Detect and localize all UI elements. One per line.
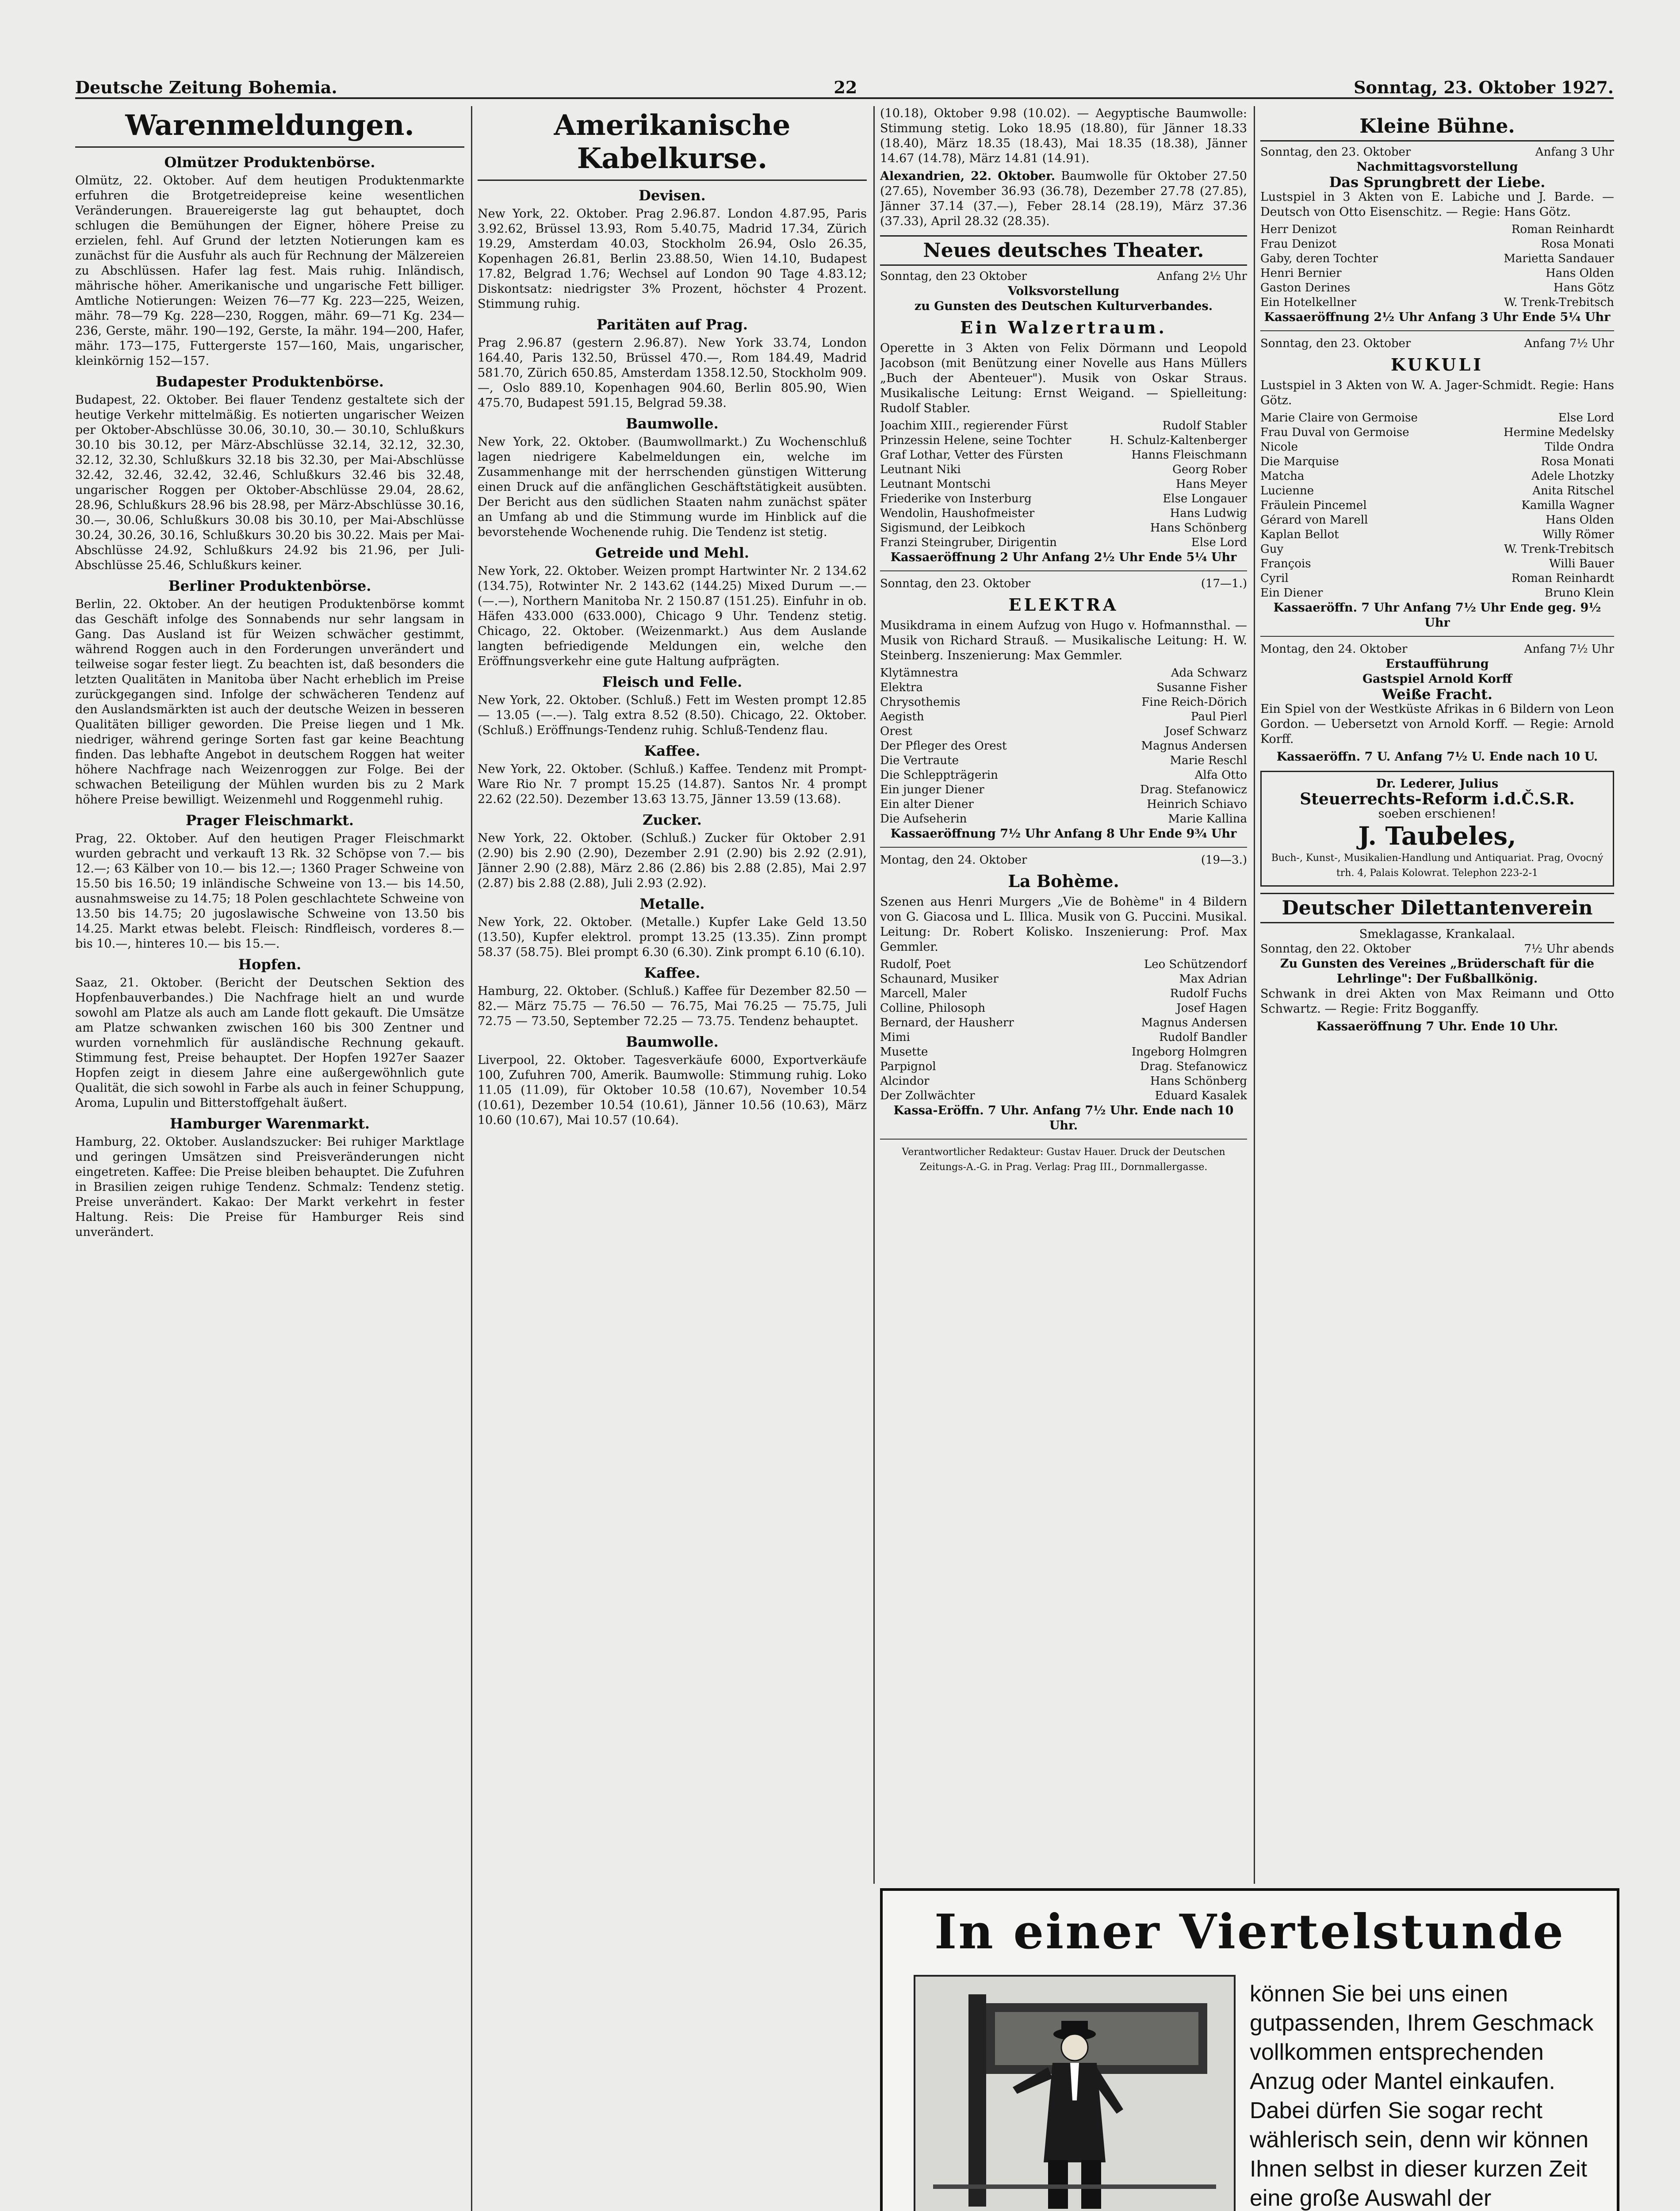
cast-list	[1260, 222, 1614, 310]
cast-row	[880, 739, 1247, 754]
role: Marcell, Maler	[880, 987, 967, 1000]
show-date: Sonntag, den 23 Oktober	[880, 270, 1027, 283]
actor: Hans Meyer	[1175, 478, 1247, 491]
actor: Eduard Kasalek	[1155, 1089, 1247, 1102]
article-text: New York, 22. Oktober. Weizen prompt Hartwinter Nr. 2 134.62 (134.75), Rotwinter Nr. 2 143.62 (144.25) Mixed Durum —.— (—.—), Northern Manitoba Nr. 2 150.87 (151.25). Einfuhr in ob. Häfen 433.000 (633.000), Chicago 9 Uhr. Tendenz stetig. Chicago, 22. Oktober. (Weizenmarkt.) Aus dem Auslande langten befriedigende Meldungen ein, welche den Eröffnungsverkehr eine gute Haltung aufprägten.	[478, 564, 867, 668]
actor: Rudolf Bandler	[1159, 1031, 1247, 1044]
actor: Heinrich Schiavo	[1147, 798, 1247, 811]
ad-note: soeben erschienen!	[1378, 807, 1496, 821]
article-text: New York, 22. Oktober. (Schluß.) Zucker für Oktober 2.91 (2.90) bis 2.90 (2.90), Dezember 2.91 (2.90) bis 2.92 (2.91), Jänner 2.90 (2.88), März 2.86 (2.86) bis 2.88 (2.85), Mai 2.97 (2.87) bis 2.88 (2.88), Juli 2.93 (2.92).	[478, 831, 867, 890]
cast-row	[880, 768, 1247, 783]
actor: Marie Kallina	[1168, 812, 1247, 826]
cast-row	[1260, 252, 1614, 266]
article-text: New York, 22. Oktober. (Schluß.) Fett im Westen prompt 12.85 — 13.05 (—.—). Talg extra 8.52 (8.50). Chicago, 22. Oktober. (Schluß.) Eröffnungs-Tendenz ruhig. Schluß-Tendenz flau.	[478, 693, 867, 737]
cast-row	[880, 812, 1247, 826]
subsection-heading: Metalle.	[639, 895, 705, 912]
cast-row	[1260, 237, 1614, 252]
subsection-heading: Kaffee.	[644, 964, 700, 981]
cast-row	[1260, 498, 1614, 513]
actor: Hans Schönberg	[1150, 1075, 1247, 1088]
role: Musette	[880, 1045, 928, 1059]
role: Chrysothemis	[880, 696, 961, 709]
cast-row	[880, 1016, 1247, 1030]
cast-row	[1260, 455, 1614, 469]
play-description: Szenen aus Henri Murgers „Vie de Bohème" in 4 Bildern von G. Giacosa und L. Illica. Musik von G. Puccini. Musikal. Leitung: Dr. Robert Kolisko. Inszenierung: Prof. Max Gemmler.	[880, 895, 1247, 954]
cast-row	[880, 419, 1247, 433]
actor: W. Trenk-Trebitsch	[1504, 296, 1614, 309]
cast-row	[880, 463, 1247, 477]
play-description: Musikdrama in einem Aufzug von Hugo v. Hofmannsthal. — Musik von Richard Strauß. — Musikalische Leitung: H. W. Steinberg. Inszenierung: Max Gemmler.	[880, 619, 1247, 662]
cast-row	[880, 710, 1247, 724]
role: Fräulein Pincemel	[1260, 499, 1367, 512]
role: Alcindor	[880, 1075, 930, 1088]
role: Mimi	[880, 1031, 910, 1044]
running-header	[75, 66, 1614, 99]
subsection-heading: Fleisch und Felle.	[602, 673, 742, 690]
actor: Josef Schwarz	[1165, 725, 1247, 738]
article-text: Berlin, 22. Oktober. An der heutigen Produktenbörse kommt das Geschäft infolge des Sonnabends nur sehr langsam in Gang. Das Ausland ist für Weizen schwächer gestimmt, während Roggen auch in den Forderungen unverändert und teilweise sogar fester liegt. Zu beachten ist, daß besonders die letzten Qualitäten in Manitoba über Nacht erheblich im Preise zurückgegangen sind. Infolge der schwächeren Tendenz auf den Auslandsmärkten ist auch der deutsche Weizen in besseren Qualitäten billiger geworden. Die Preise liegen und 1 Mk. niedriger, während geringe Sorten fast gar keine Beachtung finden. Das lebhafte Angebot in deutschem Roggen hat weiter höhere Nachfrage nach Weizenroggen zur Folge. Bei der schwachen Beteiligung der Mühlen wurden bis zu 2 Mark höhere Preise bewilligt. Weizenmehl und Roggenmehl ruhig.	[75, 597, 464, 807]
actor: Kamilla Wagner	[1521, 499, 1614, 512]
role: Bernard, der Hausherr	[880, 1016, 1014, 1029]
theater-heading: Neues deutsches Theater.	[880, 235, 1247, 266]
actor: Magnus Andersen	[1141, 1016, 1247, 1029]
cast-row	[1260, 425, 1614, 440]
actor: Roman Reinhardt	[1511, 572, 1614, 585]
role: Der Pfleger des Orest	[880, 739, 1007, 753]
actor: Hans Olden	[1546, 513, 1614, 527]
subsection-heading: Prager Fleischmarkt.	[185, 812, 354, 829]
moravia-advertisement	[880, 1888, 1619, 2211]
column-warenmeldungen	[75, 106, 464, 2211]
cast-list	[880, 666, 1247, 826]
cast-row	[1260, 586, 1614, 601]
role: Cyril	[1260, 572, 1289, 585]
cast-row	[880, 1030, 1247, 1045]
cast-row	[880, 987, 1247, 1001]
cast-row	[1260, 571, 1614, 586]
article-text: New York, 22. Oktober. (Schluß.) Kaffee. Tendenz mit Prompt-Ware Rio Nr. 7 prompt 15.25 (14.87). Santos Nr. 4 prompt 22.62 (22.50). Dezember 13.63 13.75, Jänner 13.59 (13.68).	[478, 762, 867, 806]
actor: Rosa Monati	[1541, 237, 1614, 251]
role: Gérard von Marell	[1260, 513, 1368, 527]
cast-row	[880, 536, 1247, 550]
actor: Tilde Ondra	[1545, 440, 1614, 454]
subsection-heading: Berliner Produktenbörse.	[168, 578, 371, 594]
show-start: Anfang 3 Uhr	[1535, 145, 1614, 159]
role: Klytämnestra	[880, 666, 958, 680]
cast-row	[1260, 295, 1614, 310]
actor: Susanne Fisher	[1156, 681, 1247, 694]
role: Leutnant Montschi	[880, 478, 991, 491]
actor: Willy Römer	[1542, 528, 1614, 541]
ad-headline: In einer Viertelstunde	[934, 1904, 1565, 1960]
role: Leutnant Niki	[880, 463, 961, 476]
play-description: Operette in 3 Akten von Felix Dörmann und Leopold Jacobson (mit Benützung einer Novelle aus Hans Müllers „Buch der Abenteuer"). Musik von Oskar Straus. Musikalische Leitung: Ernst Weigand. — Spielleitung: Rudolf Stabler.	[880, 341, 1247, 415]
actor: Adele Lhotzky	[1531, 470, 1614, 483]
role: Henri Bernier	[1260, 267, 1342, 280]
cast-list	[880, 419, 1247, 550]
imprint: Verantwortlicher Redakteur: Gustav Hauer. Druck der Deutschen Zeitungs-A.-G. in Prag. Verlag: Prag III., Dornmallergasse.	[902, 1147, 1225, 1173]
show-date: Sonntag, den 23. Oktober	[1260, 145, 1411, 159]
show-date: Sonntag, den 22. Oktober	[1260, 942, 1411, 956]
cast-row	[880, 972, 1247, 987]
actor: Else Lord	[1558, 411, 1614, 425]
cast-list	[880, 957, 1247, 1103]
play-title: Das Sprungbrett der Liebe.	[1329, 174, 1546, 191]
actor: Roman Reinhardt	[1511, 223, 1614, 236]
actor: Willi Bauer	[1549, 557, 1614, 570]
show-times: Kassaeröffnung 2 Uhr Anfang 2½ Uhr Ende 5¼ Uhr	[890, 551, 1237, 564]
subsection-heading: Paritäten auf Prag.	[596, 316, 748, 333]
section-title: Amerikanische Kabelkurse.	[478, 106, 867, 181]
subsection-heading: Kaffee.	[644, 742, 700, 759]
role: Prinzessin Helene, seine Tochter	[880, 434, 1072, 447]
role: Joachim XIII., regierender Fürst	[880, 419, 1068, 432]
role: Gaston Derines	[1260, 281, 1351, 295]
play-title: La Bohème.	[1008, 871, 1119, 891]
show-times: Kassaeröffnung 7 Uhr. Ende 10 Uhr.	[1316, 1020, 1558, 1033]
actor: Ada Schwarz	[1171, 666, 1247, 680]
role: Die Schleppträgerin	[880, 769, 998, 782]
actor: Marietta Sandauer	[1504, 252, 1614, 265]
cast-row	[1260, 469, 1614, 484]
role: Matcha	[1260, 470, 1305, 483]
article-text: Budapest, 22. Oktober. Bei flauer Tendenz gestaltete sich der heutige Verkehr mittelmäßig. Es notierten ungarischer Weizen per Oktober-Abschlüsse 30.06, 30.10, 30.— 30.10, Schlußkurs 30.10 bis 30.12, per März-Abschlüsse 32.14, 32.12, 32.30, 32.12, 32.30, Schlußkurs 32.18 bis 32.30, per Mai-Abschlüsse 32.42, 32.46, 32.42, 32.46, Schlußkurs 32.46 bis 32.48, ungarischer Roggen per Oktober-Abschlüsse 29.04, 28.62, 28.96, Schlußkurs 28.96 bis 28.98, per März-Abschlüsse 30.16, 30.—, 30.06, Schlußkurs 30.08 bis 30.10, per Mai-Abschlüsse 30.24, 30.26, 30.16, Schlußkurs 30.20 bis 30.22. Mais per Mai-Abschlüsse 24.92, Schlußkurs 24.92 bis 21.96, per Juli-Abschlüsse 25.46, Schlußkurs keiner.	[75, 393, 464, 572]
show-times: Kassa-Eröffn. 7 Uhr. Anfang 7½ Uhr. Ende nach 10 Uhr.	[893, 1104, 1234, 1132]
ad-author: Dr. Lederer, Julius	[1376, 777, 1499, 791]
actor: Hermine Medelsky	[1504, 426, 1614, 439]
role: Ein Diener	[1260, 586, 1323, 600]
role: Colline, Philosoph	[880, 1002, 986, 1015]
article-text: Hamburg, 22. Oktober. Auslandszucker: Bei ruhiger Marktlage und geringen Umsätzen sind Preisveränderungen nicht eingetreten. Kaffee: Die Preise bleiben behauptet. Die Zufuhren in Brasilien zeigen ruhige Tendenz. Schmalz: Tendenz stetig. Preise unverändert. Kakao: Der Markt verkehrt in fester Haltung. Reis: Die Preise für Hamburger Reis sind unverändert.	[75, 1135, 464, 1239]
book-advertisement	[1260, 771, 1614, 887]
cast-row	[880, 1074, 1247, 1089]
column-rule	[1254, 106, 1255, 1884]
role: Friederike von Insterburg	[880, 492, 1032, 505]
page-number: 22	[834, 77, 857, 97]
actor: Magnus Andersen	[1141, 739, 1247, 753]
role: Franzi Steingruber, Dirigentin	[880, 536, 1057, 549]
actor: Fine Reich-Dörich	[1141, 696, 1247, 709]
role: Der Zollwächter	[880, 1089, 975, 1102]
ad-firm-desc: Buch-, Kunst-, Musikalien-Handlung und Antiquariat. Prag, Ovocný trh. 4, Palais Kolowrat. Telephon 223-2-1	[1271, 853, 1603, 879]
role: Ein junger Diener	[880, 783, 984, 796]
role: Die Marquise	[1260, 455, 1339, 468]
column-rule	[471, 106, 472, 2211]
actor: Anita Ritschel	[1532, 484, 1614, 497]
subsection-heading: Getreide und Mehl.	[595, 544, 750, 561]
ad-body: können Sie bei uns einen gutpassenden, Ihrem Geschmack vollkommen entsprechenden Anzug oder Mantel einkaufen. Dabei dürfen Sie sogar recht wählerisch sein, denn wir können Ihnen selbst in dieser kurzen Zeit eine große Auswahl der	[1250, 1981, 1594, 2211]
column-theater	[880, 106, 1247, 1879]
show-kind: Volksvorstellung	[1007, 284, 1120, 298]
cast-row	[880, 506, 1247, 521]
article-text: New York, 22. Oktober. Prag 2.96.87. London 4.87.95, Paris 3.92.62, Brüssel 13.93, Rom 5.40.75, Madrid 17.34, Zürich 19.29, Amsterdam 40.03, Stockholm 26.94, Oslo 26.35, Kopenhagen 26.81, Berlin 23.88.50, Wien 14.10, Budapest 17.82, Belgrad 1.76; Wechsel auf London 90 Tage 4.83.12; Diskontsatz: niedrigster 3% Prozent, höchster 4 Prozent. Stimmung ruhig.	[478, 207, 867, 311]
cast-row	[880, 477, 1247, 492]
show-start: Anfang 7½ Uhr	[1524, 337, 1614, 350]
show-kind: Nachmittagsvorstellung	[1356, 160, 1518, 174]
actor: Hans Olden	[1546, 267, 1614, 280]
show-code: (19—3.)	[1201, 853, 1247, 867]
man-in-suit-illustration	[915, 1977, 1234, 2211]
article-text: Saaz, 21. Oktober. (Bericht der Deutschen Sektion des Hopfenbauverbandes.) Die Nachfrage hielt an und wurde sowohl am Platze als auch am Lande flott gekauft. Die Umsätze am Platze schwanken zwischen 160 bis 300 Zentner und wurden vornehmlich für ausländische Rechnung gekauft. Stimmung fest, Preise behauptet. Der Hopfen 1927er Saazer Hopfen zeigt in diesem Jahre eine außergewöhnlich gute Qualität, die sich sowohl in Farbe als auch in feiner Schuppung, Aroma, Lupulin und Bitterstoffgehalt äußert.	[75, 976, 464, 1110]
role: François	[1260, 557, 1311, 570]
play-description: Schwank in drei Akten von Max Reimann und Otto Schwartz. — Regie: Fritz Bogganffy.	[1260, 987, 1614, 1016]
role: Gaby, deren Tochter	[1260, 252, 1378, 265]
actor: Hans Ludwig	[1170, 507, 1247, 520]
cast-row	[880, 1045, 1247, 1060]
venue: Smeklagasse, Krankalaal.	[1359, 927, 1515, 941]
show-date: Montag, den 24. Oktober	[1260, 643, 1408, 656]
play-title: Gastspiel Arnold Korff	[1362, 672, 1512, 686]
subsection-heading: Hamburger Warenmarkt.	[170, 1115, 370, 1132]
show-start: Anfang 7½ Uhr	[1524, 643, 1614, 656]
role: Kaplan Bellot	[1260, 528, 1339, 541]
cast-row	[1260, 513, 1614, 528]
cast-row	[880, 681, 1247, 695]
cast-row	[880, 521, 1247, 536]
show-start: Anfang 2½ Uhr	[1157, 270, 1247, 283]
actor: Drag. Stefanowicz	[1140, 1060, 1247, 1073]
play-description: Lustspiel in 3 Akten von E. Labiche und J. Barde. — Deutsch von Otto Eisenschitz. — Regie: Hans Götz.	[1260, 190, 1614, 219]
cast-row	[880, 1060, 1247, 1074]
column-rule	[873, 106, 875, 1884]
show-code: (17—1.)	[1201, 577, 1247, 590]
subsection-heading: Olmützer Produktenbörse.	[164, 154, 375, 171]
actor: H. Schulz-Kaltenberger	[1110, 434, 1247, 447]
column-kleine-buehne	[1260, 106, 1614, 1879]
cast-row	[880, 724, 1247, 739]
subsection-heading: Budapester Produktenbörse.	[156, 373, 384, 390]
actor: Ingeborg Holmgren	[1131, 1045, 1247, 1059]
ad-book-title: Steuerrechts-Reform i.d.Č.S.R.	[1300, 790, 1575, 808]
play-title: KUKULI	[1390, 355, 1484, 375]
actor: Rudolf Stabler	[1162, 419, 1247, 432]
ad-firm: J. Taubeles,	[1358, 822, 1516, 851]
role: Frau Denizot	[1260, 237, 1337, 251]
role: Guy	[1260, 543, 1284, 556]
cast-row	[880, 754, 1247, 768]
theater-heading: Deutscher Dilettantenverein	[1260, 893, 1614, 923]
role: Frau Duval von Germoise	[1260, 426, 1409, 439]
subsection-heading: Devisen.	[639, 187, 706, 204]
actor: Max Adrian	[1179, 972, 1247, 986]
show-times: Kassaeröffn. 7 U. Anfang 7½ U. Ende nach 10 U.	[1276, 750, 1598, 764]
role: Die Vertraute	[880, 754, 959, 767]
article-text: Prag 2.96.87 (gestern 2.96.87). New York 33.74, London 164.40, Paris 132.50, Brüssel 470.—, Rom 184.49, Madrid 581.70, Zürich 650.85, Amsterdam 1358.12.50, Stockholm 909.—, Oslo 889.10, Kopenhagen 904.60, Berlin 805.90, Wien 475.70, Budapest 591.15, Belgrad 59.38.	[478, 336, 867, 410]
article-text: Prag, 22. Oktober. Auf den heutigen Prager Fleischmarkt wurden gebracht und verkauft 13 Rk. 32 Schöpse von 7.— bis 12.—; 63 Kälber von 10.— bis 12.—; 1360 Prager Schweine von 15.50 bis 16.50; 19 inländische Schweine von 13.— bis 14.50, ausnahmsweise zu 14.75; 18 Polen geschlachtete Schweine von 13.50 bis 14.75; 20 jugoslawische Schweine von 13.50 bis 14.25. Markt etwas belebt. Fleisch: Rindfleisch, vorderes 8.— bis 10.—, hinteres 10.— bis 15.—.	[75, 832, 464, 951]
cast-row	[1260, 557, 1614, 571]
role: Ein alter Diener	[880, 798, 974, 811]
play-description: Ein Spiel von der Westküste Afrikas in 6 Bildern von Leon Gordon. — Uebersetzt von Arnold Korff. — Regie: Arnold Korff.	[1260, 702, 1614, 746]
show-date: Sonntag, den 23. Oktober	[880, 577, 1031, 590]
cast-row	[1260, 484, 1614, 498]
role: Ein Hotelkellner	[1260, 296, 1357, 309]
show-cause: Zu Gunsten des Vereines „Brüderschaft für die Lehrlinge": Der Fußballkönig.	[1280, 957, 1595, 986]
cast-row	[880, 448, 1247, 463]
role: Rudolf, Poet	[880, 958, 951, 971]
play-title: Ein Walzertraum.	[960, 317, 1167, 337]
role: Graf Lothar, Vetter des Fürsten	[880, 448, 1063, 462]
cast-row	[880, 666, 1247, 681]
cast-row	[880, 797, 1247, 812]
actor: Else Lord	[1191, 536, 1247, 549]
cast-row	[880, 957, 1247, 972]
column-kabelkurse	[478, 106, 867, 2211]
actor: Hanns Fleischmann	[1131, 448, 1247, 462]
article-text: New York, 22. Oktober. (Metalle.) Kupfer Lake Geld 13.50 (13.50), Kupfer elektrol. prompt 13.25 (13.35). Zinn prompt 58.37 (58.75). Blei prompt 6.30 (6.30). Zink prompt 6.10 (6.10).	[478, 915, 867, 959]
issue-date: Sonntag, 23. Oktober 1927.	[1354, 77, 1614, 97]
cast-row	[1260, 281, 1614, 295]
show-times: Kassaeröffnung 7½ Uhr Anfang 8 Uhr Ende 9¾ Uhr	[890, 827, 1237, 841]
actor: Josef Hagen	[1176, 1002, 1247, 1015]
actor: Rudolf Fuchs	[1170, 987, 1247, 1000]
show-times: Kassaeröffnung 2½ Uhr Anfang 3 Uhr Ende 5¼ Uhr	[1264, 310, 1611, 324]
role: Orest	[880, 725, 912, 738]
role: Wendolin, Haushofmeister	[880, 507, 1035, 520]
role: Die Aufseherin	[880, 812, 967, 826]
cast-row	[880, 1001, 1247, 1016]
cast-row	[880, 1089, 1247, 1103]
role: Marie Claire von Germoise	[1260, 411, 1418, 425]
subsection-heading: Baumwolle.	[626, 415, 719, 432]
article-text: Baumwolle für Oktober 27.50 (27.65), November 36.93 (36.78), Dezember 27.78 (27.85), Jänner 37.14 (37.—), Feber 28.14 (28.19), März 37.36 (37.33), April 28.32 (28.35).	[880, 169, 1247, 228]
role: Sigismund, der Leibkoch	[880, 521, 1026, 535]
dateline: Alexandrien, 22. Oktober.	[880, 169, 1056, 183]
role: Nicole	[1260, 440, 1298, 454]
actor: W. Trenk-Trebitsch	[1504, 543, 1614, 556]
show-start: 7½ Uhr abends	[1524, 942, 1614, 956]
show-date: Sonntag, den 23. Oktober	[1260, 337, 1411, 350]
show-kind: Erstaufführung	[1385, 657, 1489, 671]
play-title-2: Weiße Fracht.	[1382, 686, 1493, 703]
role: Lucienne	[1260, 484, 1314, 497]
masthead-left: Deutsche Zeitung Bohemia.	[75, 77, 337, 97]
actor: Leo Schützendorf	[1144, 958, 1247, 971]
cast-list	[1260, 411, 1614, 601]
role: Schaunard, Musiker	[880, 972, 999, 986]
cast-row	[880, 433, 1247, 448]
show-times: Kassaeröffn. 7 Uhr Anfang 7½ Uhr Ende geg. 9½ Uhr	[1273, 601, 1601, 630]
subsection-heading: Baumwolle.	[626, 1033, 719, 1050]
cast-row	[1260, 411, 1614, 425]
role: Parpignol	[880, 1060, 936, 1073]
cast-row	[1260, 528, 1614, 542]
cast-row	[880, 492, 1247, 506]
article-text: Hamburg, 22. Oktober. (Schluß.) Kaffee für Dezember 82.50 — 82.— März 75.75 — 76.50 — 76.75, Mai 76.25 — 75.75, Juli 72.75 — 73.50, September 72.25 — 73.75. Tendenz behauptet.	[478, 984, 867, 1028]
play-title: ELEKTRA	[1008, 595, 1119, 615]
subsection-heading: Hopfen.	[238, 956, 302, 973]
actor: Drag. Stefanowicz	[1140, 783, 1247, 796]
actor: Rosa Monati	[1541, 455, 1614, 468]
actor: Paul Pierl	[1190, 710, 1247, 723]
cast-row	[1260, 222, 1614, 237]
cast-row	[1260, 266, 1614, 281]
role: Elektra	[880, 681, 923, 694]
section-title: Warenmeldungen.	[75, 106, 464, 148]
actor: Georg Rober	[1172, 463, 1247, 476]
actor: Bruno Klein	[1544, 586, 1614, 600]
play-description: Lustspiel in 3 Akten von W. A. Jager-Schmidt. Regie: Hans Götz.	[1260, 379, 1614, 407]
article-text: New York, 22. Oktober. (Baumwollmarkt.) Zu Wochenschluß lagen niedrigere Kabelmeldungen ein, welche im Zusammenhange mit der herrschenden günstigen Witterung einen Druck auf die anfänglichen Geschäftstätigkeit ausübten. Der Bericht aus den südlichen Staaten nahm zunächst später an Umfang ab und die Stimmung wurde im Hinblick auf die bevorstehende Wochenende ruhig. Die Tendenz ist stetig.	[478, 435, 867, 539]
subsection-heading: Zucker.	[643, 811, 702, 828]
role: Herr Denizot	[1260, 223, 1337, 236]
cast-row	[1260, 440, 1614, 455]
actor: Else Longauer	[1163, 492, 1247, 505]
article-text: Olmütz, 22. Oktober. Auf dem heutigen Produktenmarkte erfuhren die Brotgetreidepreise keine wesentlichen Veränderungen. Brauereigerste lag gut behauptet, doch schlugen die Bemühungen der Eigner, höhere Preise zu erzielen, fehl. Auf Grund der letzten Notierungen kam es zunächst für die Ausfuhr als auch für Rechnung der Mälzereien zu Abschlüssen. Hafer lag fest. Mais ruhig. Inländisch, mährische höher. Amerikanische und ungarische Fett billiger. Amtliche Notierungen: Weizen 76—77 Kg. 223—225, Weizen, mähr. 78—79 Kg. 228—230, Roggen, mähr. 69—71 Kg. 234—236, Gerste, mähr. 190—192, Gerste, Ia mähr. 194—200, Hafer, mähr. 173—175, Futtergerste 157—160, Mais, ungarischer, kleinkörnig 152—157.	[75, 174, 464, 368]
actor: Marie Reschl	[1170, 754, 1247, 767]
role: Aegisth	[880, 710, 924, 723]
continued-text: (10.18), Oktober 9.98 (10.02). — Aegyptische Baumwolle: Stimmung stetig. Loko 18.95 (18.80), für Jänner 18.33 (18.40), März 18.35 (18.43), Mai 18.35 (18.38), Jänner 14.67 (14.78), März 14.81 (14.91).	[880, 107, 1247, 165]
show-cause: zu Gunsten des Deutschen Kulturverbandes.	[914, 299, 1213, 313]
theater-heading: Kleine Bühne.	[1260, 112, 1614, 142]
cast-row	[1260, 542, 1614, 557]
cast-row	[880, 783, 1247, 797]
ad-illustration	[914, 1975, 1236, 2211]
article-text: Liverpool, 22. Oktober. Tagesverkäufe 6000, Exportverkäufe 100, Zufuhren 700, Amerik. Baumwolle: Stimmung ruhig. Loko 11.05 (11.09), für Oktober 10.58 (10.67), November 10.54 (10.61), Dezember 10.54 (10.61), Jänner 10.56 (10.63), März 10.60 (10.67), Mai 10.57 (10.64).	[478, 1053, 867, 1127]
show-date: Montag, den 24. Oktober	[880, 853, 1027, 867]
actor: Hans Schönberg	[1150, 521, 1247, 535]
cast-row	[880, 695, 1247, 710]
actor: Hans Götz	[1553, 281, 1614, 295]
actor: Alfa Otto	[1194, 769, 1247, 782]
